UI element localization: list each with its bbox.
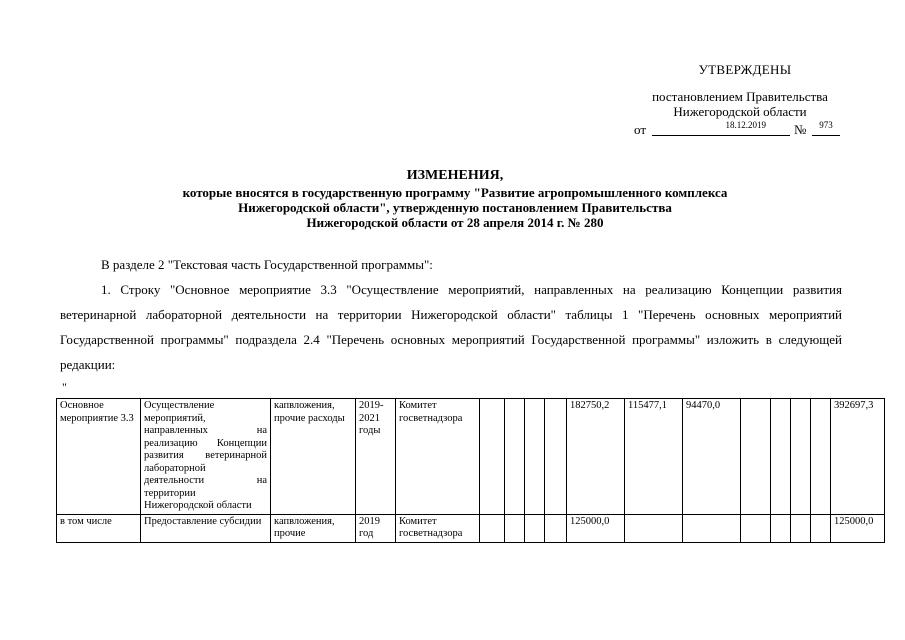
cell-empty	[545, 399, 567, 515]
title-sub-line-1: которые вносятся в государственную программу "Развитие агропромышленного комплекса	[182, 185, 728, 200]
cell-total: 125000,0	[831, 514, 885, 542]
date-prefix: от	[634, 122, 647, 137]
date-field	[652, 120, 790, 136]
cell-value-2	[625, 514, 683, 542]
cell-empty	[525, 514, 545, 542]
cell-value-1: 182750,2	[567, 399, 625, 515]
cell-value-3: 94470,0	[683, 399, 741, 515]
opening-quote: "	[62, 380, 67, 394]
cell-type: капвложения, прочие расходы	[271, 399, 356, 515]
cell-empty	[480, 399, 505, 515]
paragraph-item-1: 1. Строку "Основное мероприятие 3.3 "Осуществление мероприятий, направленных на реализацию Концепции развития ветеринарной лабораторной деятельности на территории Нижегородской области" таблицы 1 "Перечень основных мероприятий Государственной программы" подраздела 2.4 "Перечень основных мероприятий Государственной программы" изложить в следующей редакции:	[60, 282, 842, 372]
cell-empty	[505, 399, 525, 515]
cell-empty	[741, 399, 771, 515]
title-sub-line-2: Нижегородской области", утвержденную постановлением Правительства	[238, 200, 672, 215]
cell-name: Основное мероприятие 3.3	[57, 399, 141, 515]
resolution-block	[620, 89, 860, 119]
table-row	[57, 399, 885, 515]
cell-empty	[525, 399, 545, 515]
cell-empty	[791, 514, 811, 542]
approved-label: УТВЕРЖДЕНЫ	[698, 62, 792, 77]
measures-table	[56, 398, 885, 543]
cell-executor: Комитет госветнадзора	[396, 514, 480, 542]
cell-description: Осуществление мероприятий, направленных на реализацию Концепции развития ветеринарной лабораторной деятельности на территории Нижегородской области	[141, 399, 271, 515]
cell-empty	[545, 514, 567, 542]
date-value: 18.12.2019	[725, 120, 766, 130]
cell-name: в том числе	[57, 514, 141, 542]
title-sub-line-3: Нижегородской области от 28 апреля 2014 г. № 280	[306, 215, 604, 230]
cell-empty	[811, 514, 831, 542]
cell-value-2: 115477,1	[625, 399, 683, 515]
cell-total: 392697,3	[831, 399, 885, 515]
cell-empty	[811, 399, 831, 515]
cell-empty	[791, 399, 811, 515]
cell-type: капвложения, прочие	[271, 514, 356, 542]
cell-period: 2019 год	[356, 514, 396, 542]
cell-empty	[505, 514, 525, 542]
cell-period: 2019-2021 годы	[356, 399, 396, 515]
paragraph-section-2: В разделе 2 "Текстовая часть Государственной программы":	[101, 257, 433, 272]
cell-value-3	[683, 514, 741, 542]
cell-empty	[771, 514, 791, 542]
table-row	[57, 514, 885, 542]
cell-executor: Комитет госветнадзора	[396, 399, 480, 515]
cell-empty	[480, 514, 505, 542]
document-title	[60, 168, 850, 230]
resolution-line-1: постановлением Правительства	[652, 89, 828, 104]
cell-empty	[771, 399, 791, 515]
title-main: ИЗМЕНЕНИЯ,	[406, 168, 504, 183]
number-prefix: №	[794, 122, 807, 137]
cell-value-1: 125000,0	[567, 514, 625, 542]
cell-empty	[741, 514, 771, 542]
number-value: 973	[812, 120, 840, 136]
resolution-line-2: Нижегородской области	[673, 104, 807, 119]
cell-description: Предоставление субсидии	[141, 514, 271, 542]
